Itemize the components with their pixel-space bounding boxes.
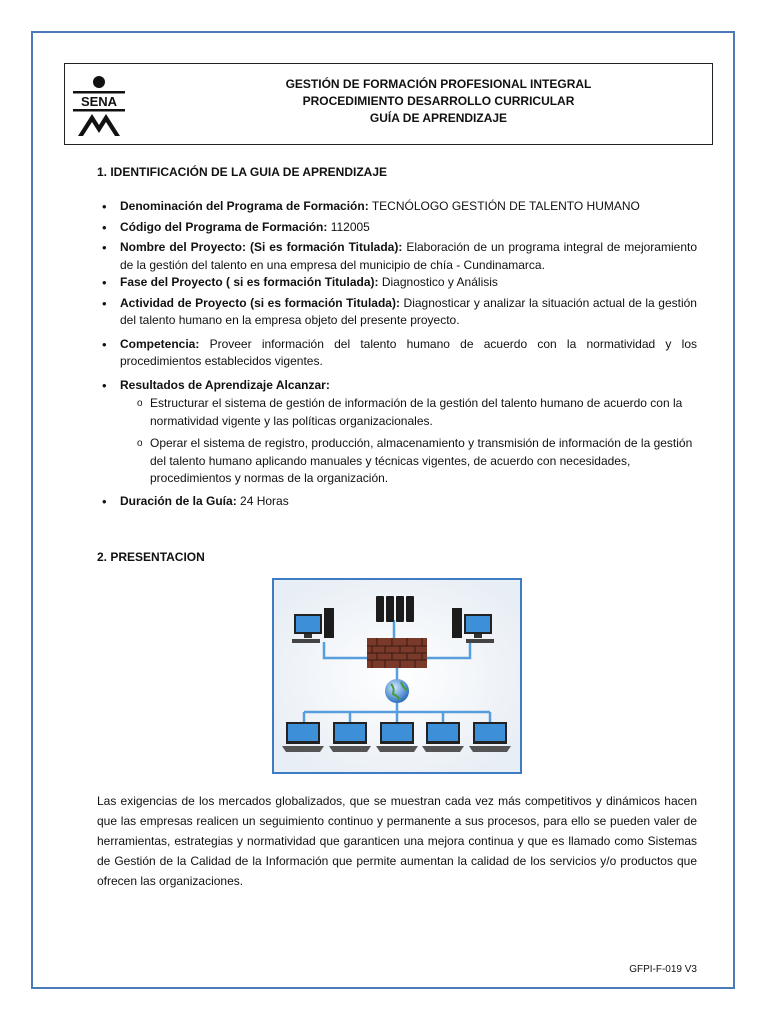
sena-logo <box>70 74 128 138</box>
section-1-title: 1. IDENTIFICACIÓN DE LA GUIA DE APRENDIZAJE <box>97 165 388 179</box>
list-item: • Resultados de Aprendizaje Alcanzar: <box>97 377 697 395</box>
list-item: • Fase del Proyecto ( si es formación Titulada): Diagnostico y Análisis <box>97 274 697 292</box>
network-diagram-image <box>272 578 522 774</box>
result-item: o Estructurar el sistema de gestión de información de la gestión del talento humano de acuerdo con la normatividad vigente y las políticas organizacionales. <box>97 395 697 430</box>
list-item: • Código del Programa de Formación: 112005 <box>97 219 697 237</box>
list-item: • Nombre del Proyecto: (Si es formación Titulada): Elaboración de un programa integral de mejoramiento de la gestión del talento en una empresa del municipio de chía - Cundinamarca. <box>97 239 697 274</box>
result-item: o Operar el sistema de registro, producción, almacenamiento y transmisión de información de la gestión del talento humano aplicando manuales y técnicas vigentes, de acuerdo con necesidades, procedimientos y normas de la organización. <box>97 435 697 488</box>
footer-form-code: GFPI-F-019 V3 <box>629 964 697 975</box>
identification-list <box>97 198 697 513</box>
list-item: • Competencia: Proveer información del talento humano de acuerdo con la normatividad y los procedimientos establecidos vigentes. <box>97 336 697 371</box>
header-titles <box>185 76 692 127</box>
list-item-duration: • Duración de la Guía: 24 Horas <box>97 493 697 511</box>
section-2-title: 2. PRESENTACION <box>97 550 205 564</box>
header-line-1: GESTIÓN DE FORMACIÓN PROFESIONAL INTEGRAL <box>285 77 592 91</box>
logo-text: SENA <box>80 94 118 109</box>
list-item: • Denominación del Programa de Formación: TECNÓLOGO GESTIÓN DE TALENTO HUMANO <box>97 198 697 216</box>
presentation-paragraph: Las exigencias de los mercados globalizados, que se muestran cada vez más competitivos y dinámicos hacen que las empresas realicen un seguimiento continuo y permanente a sus procesos, para ello se pueden valer de herramientas, estrategias y normatividad que garanticen una mejora continua y que es llamado como Sistemas de Gestión de la Calidad de la Información que permite aumentan la calidad de los servicios y/o productos que ofrecen las organizaciones. <box>97 794 697 888</box>
header-line-3: GUÍA DE APRENDIZAJE <box>369 111 508 125</box>
list-item: • Actividad de Proyecto (si es formación Titulada): Diagnosticar y analizar la situación actual de la gestión del talento humano en la empresa objeto del presente proyecto. <box>97 295 697 330</box>
header-line-2: PROCEDIMIENTO DESARROLLO CURRICULAR <box>302 94 575 108</box>
document-header <box>64 63 713 145</box>
